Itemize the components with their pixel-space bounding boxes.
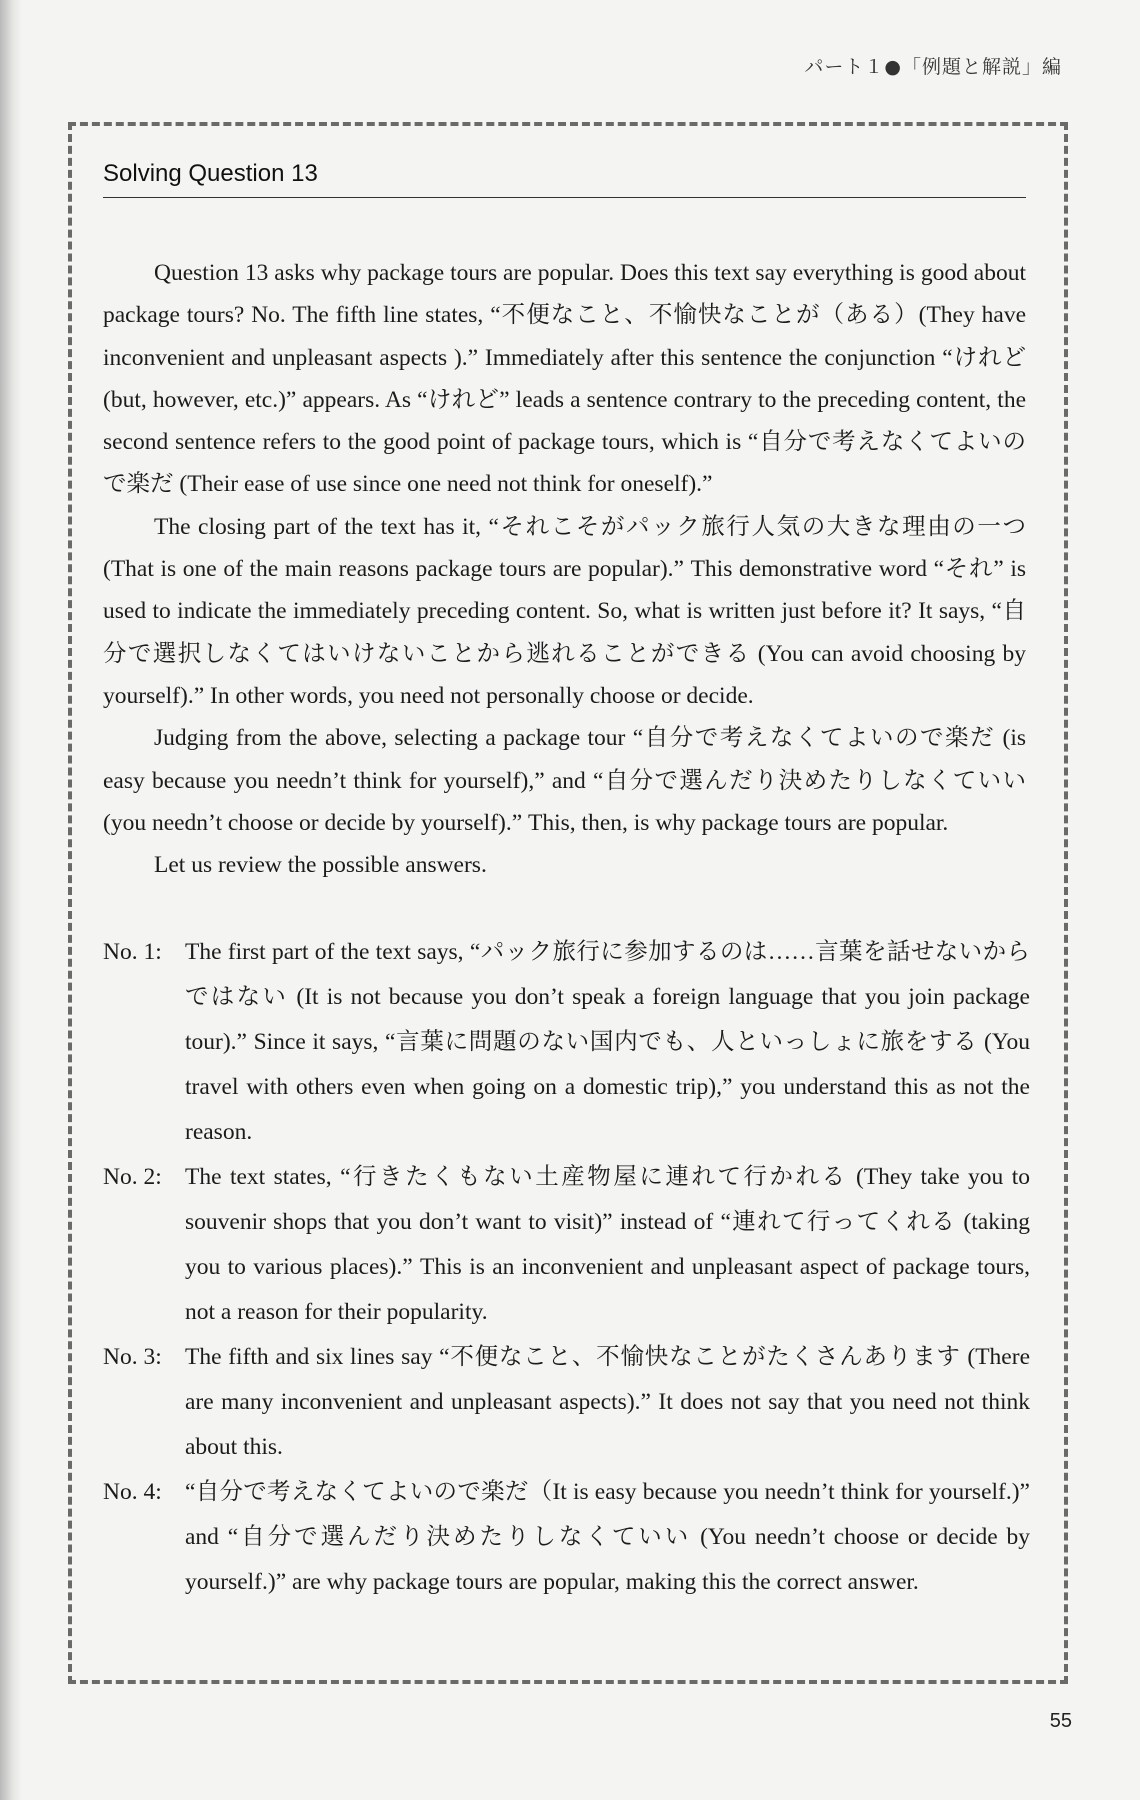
answer-item <box>103 930 1030 1155</box>
answer-text: “自分で考えなくてよいので楽だ（It is easy because you needn’t think for yourself.)” and “自分で選んだり決めたりしなくていい (You needn’t choose or decide by yourself.)” are why package tours are popular, making this the correct answer. <box>185 1479 1030 1595</box>
page-gutter-shadow <box>0 0 22 1800</box>
answer-item <box>103 1470 1030 1605</box>
explanation-body <box>103 252 1026 886</box>
answer-text: The first part of the text says, “パック旅行に参加するのは……言葉を話せないからではない (It is not because you don’t speak a foreign language that you join package tour).” Since it says, “言葉に問題のない国内でも、人といっしょに旅をする (You travel with others even when going on a domestic trip),” you understand this as not the reason. <box>185 939 1030 1145</box>
answer-text: The fifth and six lines say “不便なこと、不愉快なことがたくさんあります (There are many inconvenient and unpleasant aspects).” It does not say that you need not think about this. <box>185 1344 1030 1460</box>
paragraph: Judging from the above, selecting a package tour “自分で考えなくてよいので楽だ (is easy because you needn’t think for yourself),” and “自分で選んだり決めたりしなくていい (you needn’t choose or decide by yourself).” This, then, is why package tours are popular. <box>103 725 1026 836</box>
paragraph: Question 13 asks why package tours are popular. Does this text say everything is good about package tours? No. The fifth line states, “不便なこと、不愉快なことが（ある）(They have inconvenient and unpleasant aspects ).” Immediately after this sentence the conjunction “けれど (but, however, etc.)” appears. As “けれど” leads a sentence contrary to the preceding content, the second sentence refers to the good point of package tours, which is “自分で考えなくてよいので楽だ (Their ease of use since one need not think for oneself).” <box>103 260 1026 498</box>
answer-label: No. 4: <box>103 1479 162 1505</box>
running-header: パート１●「例題と解説」編 <box>804 56 1062 78</box>
page-number: 55 <box>1049 1710 1072 1732</box>
section-title: Solving Question 13 <box>103 160 318 187</box>
answer-label: No. 1: <box>103 939 162 965</box>
answer-label: No. 2: <box>103 1164 162 1190</box>
answer-list <box>103 930 1030 1605</box>
answer-text: The text states, “行きたくもない土産物屋に連れて行かれる (They take you to souvenir shops that you don’t want to visit)” instead of “連れて行ってくれる (taking you to various places).” This is an inconvenient and unpleasant aspect of package tours, not a reason for their popularity. <box>185 1164 1030 1325</box>
title-rule <box>103 197 1026 198</box>
answer-label: No. 3: <box>103 1344 162 1370</box>
answer-item <box>103 1155 1030 1335</box>
paragraph: The closing part of the text has it, “それこそがパック旅行人気の大きな理由の一つ (That is one of the main reasons package tours are popular).” This demonstrative word “それ” is used to indicate the immediately preceding content. So, what is written just before it? It says, “自分で選択しなくてはいけないことから逃れることができる (You can avoid choosing by yourself).” In other words, you need not personally choose or decide. <box>103 513 1026 709</box>
paragraph: Let us review the possible answers. <box>154 852 487 879</box>
answer-item <box>103 1335 1030 1470</box>
